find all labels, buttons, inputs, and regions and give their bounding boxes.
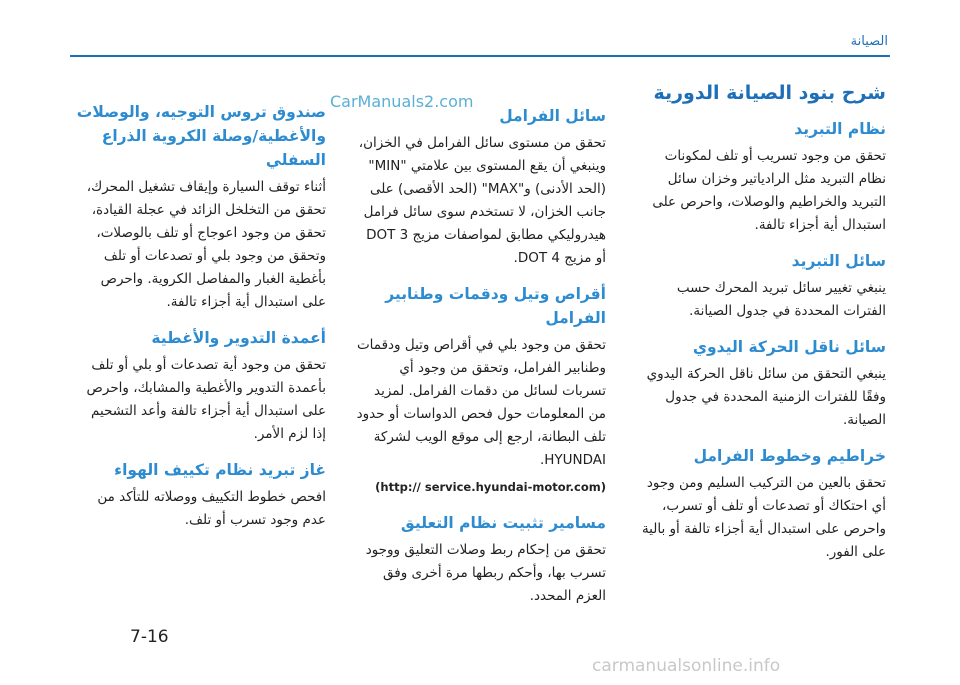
section-title-coolant: سائل التبريد — [791, 252, 886, 270]
left-column — [76, 78, 326, 532]
section-title-brake-fluid: سائل الفرامل — [499, 107, 606, 125]
section-body-ac-refrigerant: افحص خطوط التكييف ووصلاته للتأكد من عدم وجود تسرب أو تلف. — [97, 489, 326, 528]
watermark-top: CarManuals2.com — [330, 92, 474, 111]
header-rule — [70, 55, 890, 57]
section-title-drive-shafts: أعمدة التدوير والأغطية — [151, 329, 326, 347]
section-title-brake-discs-pads: أقراص وتيل ودقمات وطنابير الفرامل — [385, 285, 606, 327]
section-title-suspension-bolts: مسامير تثبيت نظام التعليق — [400, 514, 606, 532]
section-title-brake-hoses: خراطيم وخطوط الفرامل — [693, 447, 886, 465]
section-body-brake-fluid: تحقق من مستوى سائل الفرامل في الخزان، وينبغي أن يقع المستوى بين علامتي "MIN" (الحد الأدنى) و"MAX" (الحد الأقصى) على جانب الخزان، لا تستخدم سوى سائل فرامل هيدروليكي مطابق لمواصفات مزيج DOT 3 أو مزيج DOT 4. — [358, 135, 606, 266]
main-title: شرح بنود الصيانة الدورية — [653, 82, 886, 104]
header-title: الصيانة — [850, 34, 888, 49]
section-body-brake-hoses: تحقق بالعين من التركيب السليم ومن وجود أي احتكاك أو تصدعات أو تلف أو تسرب، واحرص على استبدال أية أجزاء تالفة أو بالية على الفور. — [641, 475, 886, 560]
section-body-drive-shafts: تحقق من وجود أية تصدعات أو بلي أو تلف بأعمدة التدوير والأغطية والمشابك، واحرص على استبدال أية أجزاء تالفة وأعد التشحيم إذا لزم الأمر. — [86, 357, 326, 442]
section-body-cooling-system: تحقق من وجود تسريب أو تلف لمكونات نظام التبريد مثل الرادياتير وخزان سائل التبريد والخراطيم والوصلات، واحرص على استبدال أية أجزاء تالفة. — [652, 148, 886, 233]
service-url: (http:// service.hyundai-motor.com) — [375, 480, 606, 494]
section-title-ac-refrigerant: غاز تبريد نظام تكييف الهواء — [114, 461, 326, 479]
middle-column — [356, 78, 606, 608]
section-title-cooling-system: نظام التبريد — [794, 120, 886, 138]
section-title-manual-transmission-fluid: سائل ناقل الحركة اليدوي — [692, 338, 886, 356]
right-column — [636, 78, 886, 564]
section-body-manual-transmission-fluid: ينبغي التحقق من سائل ناقل الحركة اليدوي وفقًا للفترات الزمنية المحددة في جدول الصيانة. — [646, 366, 886, 428]
section-body-coolant: ينبغي تغيير سائل تبريد المحرك حسب الفترات المحددة في جدول الصيانة. — [676, 280, 886, 319]
section-body-brake-discs-pads: تحقق من وجود بلي في أقراص وتيل ودقمات وطنابير الفرامل، وتحقق من وجود أي تسربات لسائل من دقمات الفرامل. لمزيد من المعلومات حول فحص الدواسات أو حدود تلف البطانة، ارجع إلى موقع الويب لشركة HYUNDAI. — [356, 337, 606, 468]
watermark-bottom: carmanualsonline.info — [592, 656, 781, 676]
section-body-suspension-bolts: تحقق من إحكام ربط وصلات التعليق ووجود تسرب بها، وأحكم ربطها مرة أخرى وفق العزم المحدد. — [365, 542, 606, 604]
page-number: 7-16 — [130, 627, 169, 647]
section-body-steering-gear: أثناء توقف السيارة وإيقاف تشغيل المحرك، تحقق من التخلخل الزائد في عجلة القيادة، تحقق من وجود اعوجاج أو تلف بالوصلات، وتحقق من وجود بلي أو تصدعات أو تلف بأغطية الغبار والمفاصل الكروية. واحرص على استبدال أية أجزاء تالفة. — [86, 179, 326, 310]
section-title-steering-gear: صندوق تروس التوجيه، والوصلات والأغطية/وصلة الكروية الذراع السفلي — [76, 103, 326, 169]
